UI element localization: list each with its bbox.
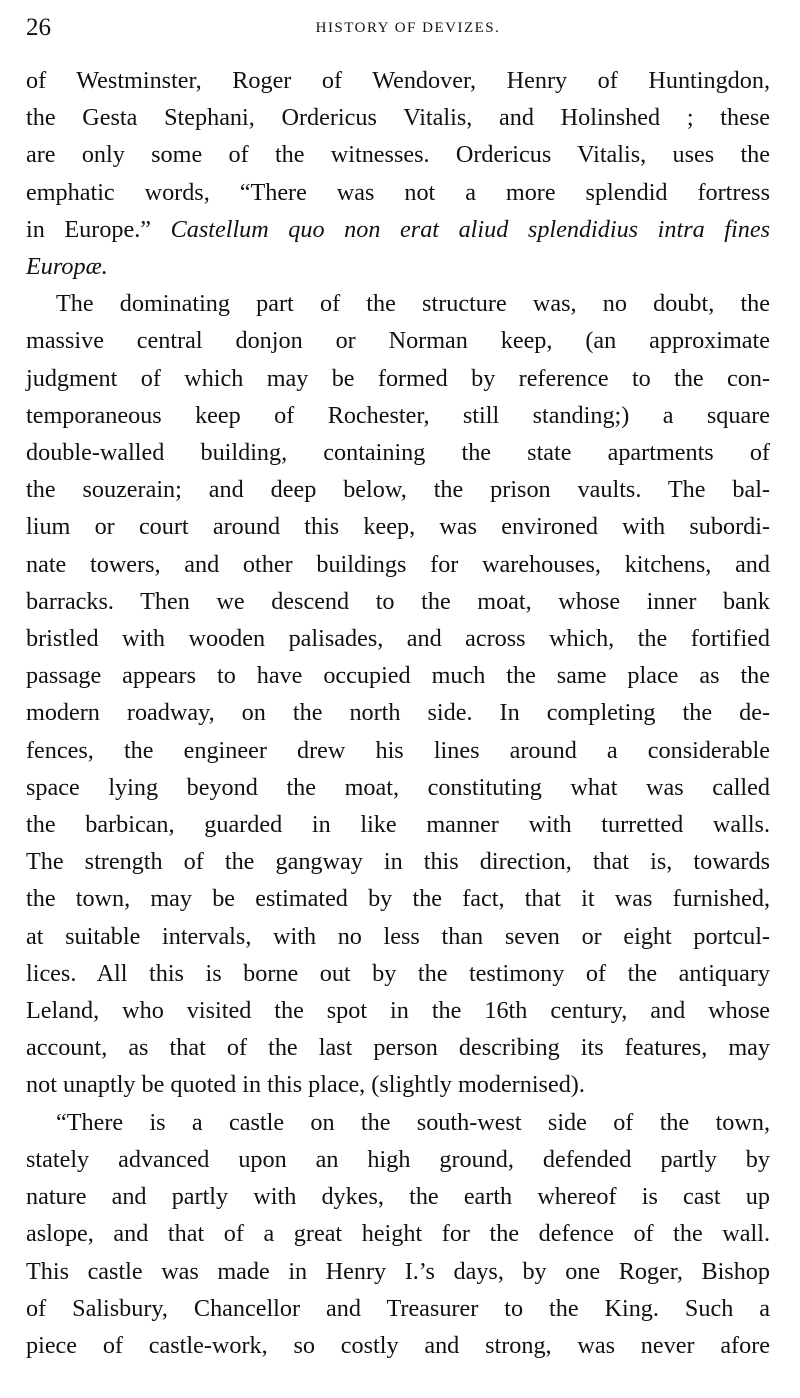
- text-line: lium or court around this keep, was environed with subordi-: [26, 513, 770, 541]
- text-line: the souzerain; and deep below, the prison vaults. The bal-: [26, 476, 770, 504]
- page-header: [26, 10, 770, 50]
- text-line: massive central donjon or Norman keep, (an approximate: [26, 327, 770, 355]
- text-line: at suitable intervals, with no less than seven or eight portcul-: [26, 922, 770, 950]
- text-line: are only some of the witnesses. Ordericus Vitalis, uses the: [26, 141, 770, 169]
- text-line: double-walled building, containing the state apartments of: [26, 439, 770, 467]
- text-line: the town, may be estimated by the fact, that it was furnished,: [26, 885, 770, 913]
- latin-quote: Castellum quo non erat aliud splendidius intra fines: [170, 215, 770, 243]
- text-line: account, as that of the last person describing its features, may: [26, 1034, 770, 1062]
- text-line: modern roadway, on the north side. In completing the de-: [26, 699, 770, 727]
- text-line: not unaptly be quoted in this place, (slightly modernised).: [26, 1071, 585, 1099]
- text-line: This castle was made in Henry I.’s days, by one Roger, Bishop: [26, 1257, 770, 1285]
- text-line: nature and partly with dykes, the earth whereof is cast up: [26, 1183, 770, 1211]
- body-text: [26, 62, 770, 1364]
- paragraph-3: [26, 1104, 770, 1364]
- text-line: stately advanced upon an high ground, defended partly by: [26, 1145, 770, 1173]
- text-line: bristled with wooden palisades, and across which, the fortified: [26, 625, 770, 653]
- text-line: of Salisbury, Chancellor and Treasurer to the King. Such a: [26, 1294, 770, 1322]
- text-line: nate towers, and other buildings for warehouses, kitchens, and: [26, 550, 770, 578]
- text-line: fences, the engineer drew his lines around a considerable: [26, 736, 770, 764]
- text-line: Leland, who visited the spot in the 16th century, and whose: [26, 997, 770, 1025]
- paragraph-2: [26, 285, 770, 1103]
- text-line: barracks. Then we descend to the moat, whose inner bank: [26, 587, 770, 615]
- text-roman: in Europe.”: [26, 215, 171, 243]
- text-line: The dominating part of the structure was, no doubt, the: [56, 290, 770, 318]
- text-line: of Westminster, Roger of Wendover, Henry of Huntingdon,: [26, 67, 770, 94]
- paragraph-1: [26, 62, 770, 285]
- text-line: the barbican, guarded in like manner with turretted walls.: [26, 811, 770, 839]
- text-line: [26, 248, 770, 285]
- page-number: 26: [26, 14, 51, 41]
- text-line: temporaneous keep of Rochester, still standing;) a square: [26, 401, 770, 429]
- text-line: [26, 211, 770, 248]
- text-line: The strength of the gangway in this direction, that is, towards: [26, 848, 770, 876]
- text-line: lices. All this is borne out by the testimony of the antiquary: [26, 959, 770, 987]
- running-title: HISTORY OF DEVIZES.: [315, 20, 501, 36]
- text-line: aslope, and that of a great height for the defence of the wall.: [26, 1220, 770, 1248]
- text-line: passage appears to have occupied much the same place as the: [26, 662, 770, 690]
- latin-quote-end: Europæ.: [26, 253, 108, 281]
- text-line: space lying beyond the moat, constituting what was called: [26, 773, 770, 801]
- text-line: emphatic words, “There was not a more splendid fortress: [26, 178, 770, 206]
- text-line: judgment of which may be formed by reference to the con-: [26, 364, 770, 392]
- text-line: the Gesta Stephani, Ordericus Vitalis, and Holinshed ; these: [26, 104, 770, 132]
- text-line: piece of castle-work, so costly and strong, was never afore: [26, 1331, 770, 1359]
- text-line: “There is a castle on the south-west side of the town,: [56, 1108, 770, 1136]
